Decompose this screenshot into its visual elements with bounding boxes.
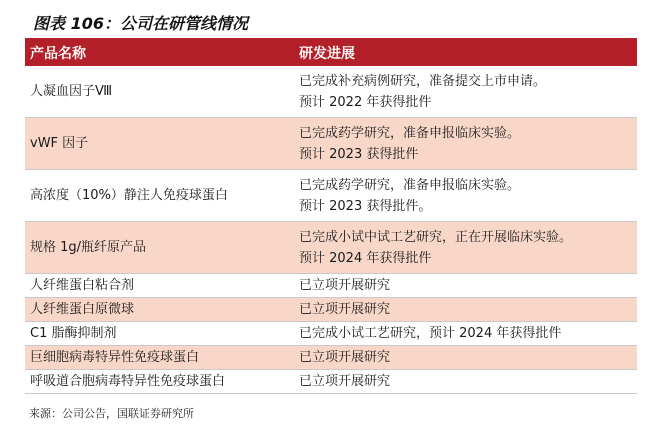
progress-line: 已完成小试中试工艺研究，正在开展临床实验。 <box>299 229 573 245</box>
progress-line: 预计 2024 年获得批件 <box>299 250 432 266</box>
product-name-cell: 人凝血因子Ⅷ <box>25 66 290 118</box>
progress-line: 预计 2023 获得批件 <box>299 146 419 162</box>
table-row <box>25 298 637 322</box>
pipeline-table <box>25 40 637 394</box>
table-row <box>25 170 637 222</box>
column-header-product: 产品名称 <box>25 40 290 66</box>
progress-cell: 已立项开展研究 <box>290 274 637 298</box>
product-name-cell: 人纤维蛋白粘合剂 <box>25 274 290 298</box>
product-name-cell: vWF 因子 <box>25 118 290 170</box>
figure-title: 图表 106：公司在研管线情况 <box>33 14 248 33</box>
product-name-cell: 高浓度（10%）静注人免疫球蛋白 <box>25 170 290 222</box>
column-header-progress: 研发进展 <box>290 40 637 66</box>
source-note: 来源：公司公告，国联证券研究所 <box>29 407 194 420</box>
table-header-row <box>25 40 637 66</box>
progress-line: 已完成补充病例研究，准备提交上市申请。 <box>299 73 547 89</box>
product-name-cell: C1 脂酶抑制剂 <box>25 322 290 346</box>
progress-cell <box>290 118 637 170</box>
table-row <box>25 346 637 370</box>
progress-line: 已完成药学研究，准备申报临床实验。 <box>299 177 521 193</box>
table-row <box>25 222 637 274</box>
progress-cell: 已完成小试工艺研究，预计 2024 年获得批件 <box>290 322 637 346</box>
product-name-cell: 呼吸道合胞病毒特异性免疫球蛋白 <box>25 370 290 394</box>
table-row <box>25 66 637 118</box>
progress-cell: 已立项开展研究 <box>290 370 637 394</box>
progress-cell: 已立项开展研究 <box>290 346 637 370</box>
progress-line: 已完成药学研究，准备申报临床实验。 <box>299 125 521 141</box>
table-row <box>25 370 637 394</box>
progress-cell <box>290 222 637 274</box>
product-name-cell: 人纤维蛋白原微球 <box>25 298 290 322</box>
progress-cell <box>290 170 637 222</box>
table-row <box>25 322 637 346</box>
progress-line: 预计 2022 年获得批件 <box>299 94 432 110</box>
progress-cell: 已立项开展研究 <box>290 298 637 322</box>
product-name-cell: 规格 1g/瓶纤原产品 <box>25 222 290 274</box>
progress-line: 预计 2023 获得批件。 <box>299 198 432 214</box>
table-row <box>25 274 637 298</box>
product-name-cell: 巨细胞病毒特异性免疫球蛋白 <box>25 346 290 370</box>
progress-cell <box>290 66 637 118</box>
table-row <box>25 118 637 170</box>
